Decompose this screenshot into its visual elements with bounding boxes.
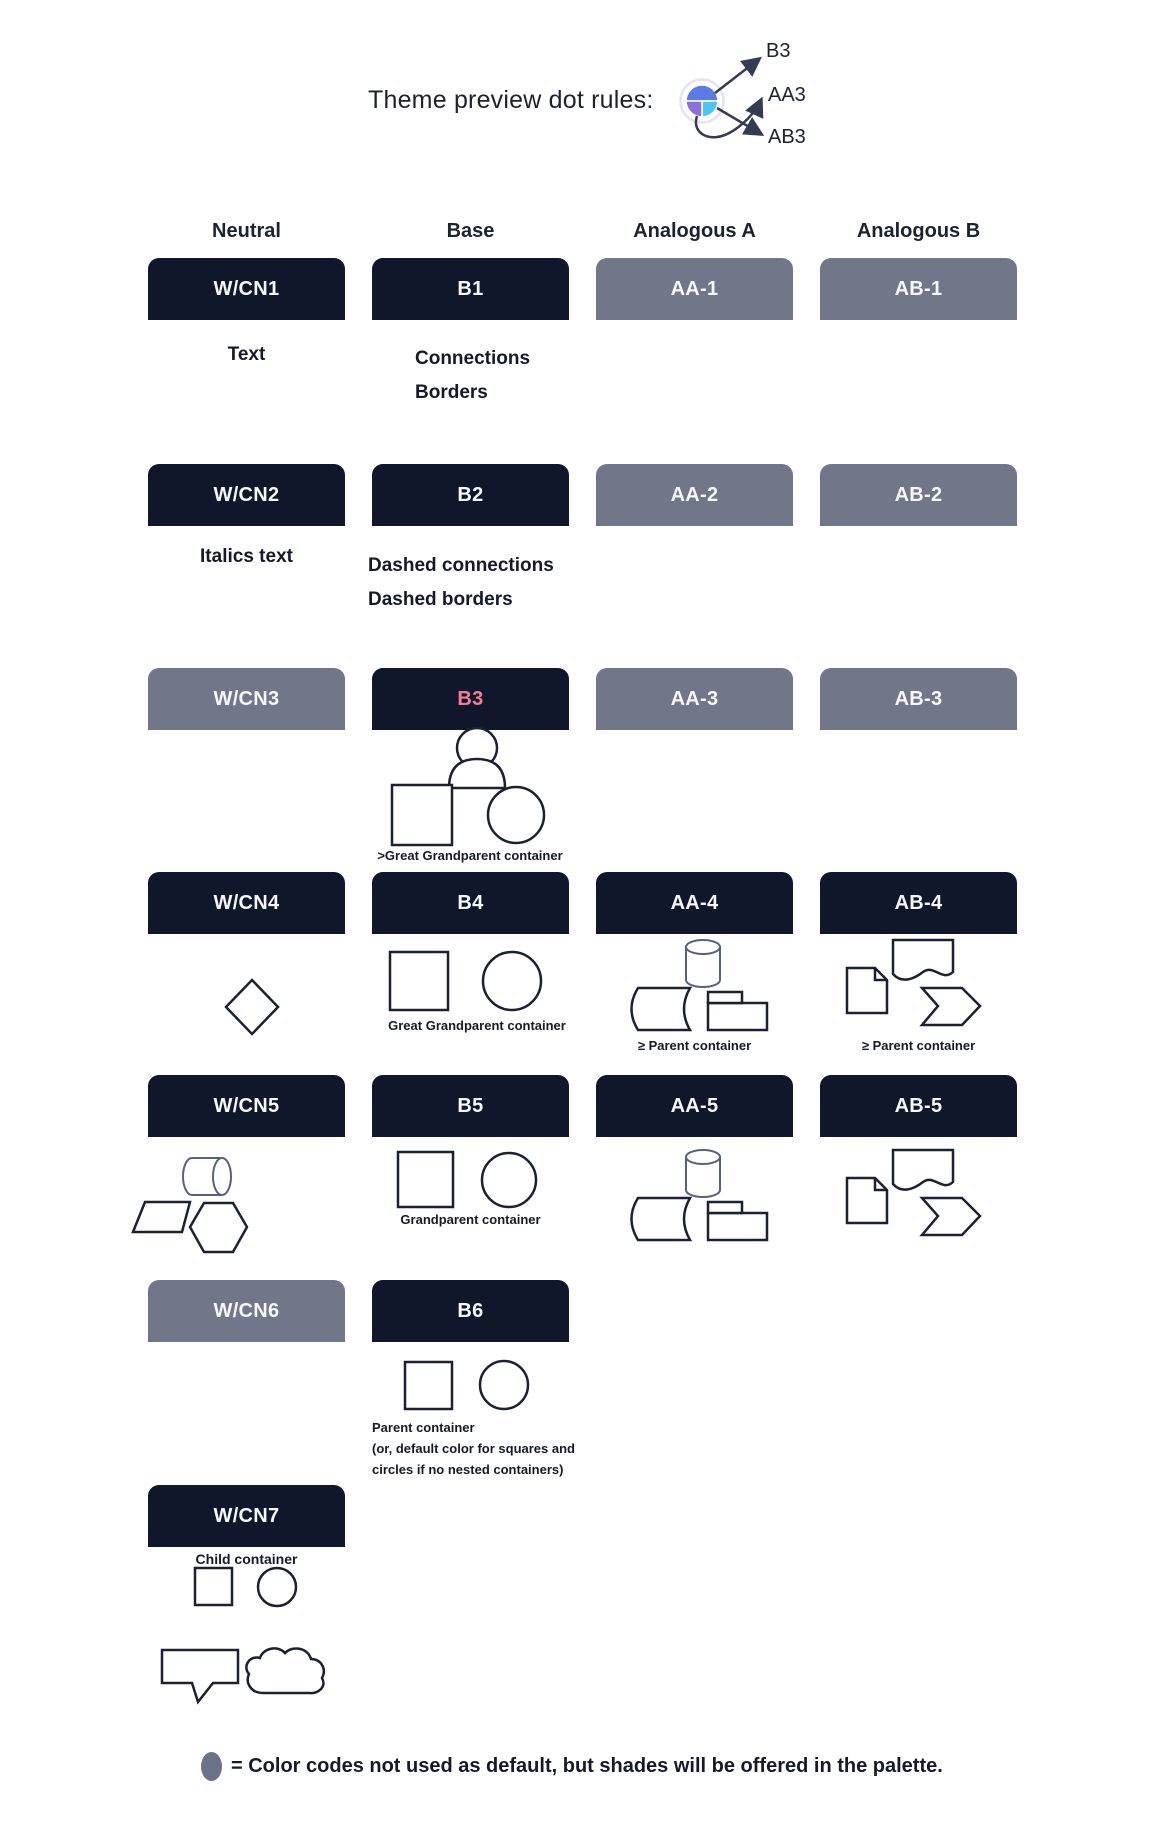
chevron-icon: [922, 1198, 980, 1235]
swatch-ab4: [820, 872, 1017, 934]
swatch-label: W/CN3: [213, 687, 280, 710]
circle-icon: [258, 1568, 296, 1606]
swatch-wcn4: [148, 872, 345, 934]
cloud-icon: [246, 1648, 323, 1693]
cylinder-icon: [686, 1150, 720, 1164]
legend-text: = Color codes not used as default, but shades will be offered in the palette.: [231, 1755, 943, 1777]
horizontal-cylinder-icon: [213, 1158, 231, 1195]
dot-label-aa3: AA3: [768, 84, 806, 106]
swatch-label: W/CN6: [213, 1299, 280, 1322]
diamond-icon: [226, 980, 278, 1034]
folder-icon: [708, 1003, 767, 1030]
swatch-label: B4: [457, 891, 484, 914]
document-icon: [847, 968, 887, 1013]
swatch-b2: [372, 464, 569, 526]
caption-connections-borders: [415, 342, 530, 410]
square-icon: [390, 952, 448, 1010]
stored-data-icon: [632, 1198, 691, 1240]
circle-icon: [480, 1361, 528, 1409]
document-icon: [847, 1178, 887, 1223]
caption-line: Connections: [415, 348, 531, 369]
page-title: Theme preview dot rules:: [368, 86, 654, 114]
swatch-label: B3: [457, 687, 484, 710]
torn-paper-icon: [893, 1150, 953, 1190]
folder-icon: [708, 1202, 742, 1213]
caption-line: Dashed connections: [368, 555, 554, 576]
folder-icon: [708, 992, 742, 1003]
swatch-ab3: [820, 668, 1017, 730]
b6-shapes: [395, 1352, 545, 1417]
swatch-label: AA-5: [670, 1094, 719, 1117]
swatch-label: B1: [457, 277, 484, 300]
arrow-to-b3: [715, 59, 759, 93]
swatch-label: W/CN4: [213, 891, 280, 914]
swatch-b5: [372, 1075, 569, 1137]
swatch-ab2: [820, 464, 1017, 526]
circle-icon: [482, 1153, 536, 1207]
chevron-icon: [922, 988, 980, 1025]
dot-label-b3: B3: [766, 40, 791, 62]
torn-paper-icon: [893, 940, 953, 980]
swatch-wcn3: [148, 668, 345, 730]
swatch-label: W/CN5: [213, 1094, 280, 1117]
speech-bubble-icon: [162, 1650, 238, 1702]
swatch-label: AB-5: [894, 1094, 943, 1117]
circle-icon: [483, 952, 541, 1010]
aa4-shapes: [618, 925, 783, 1037]
ab4-shapes: [838, 932, 988, 1032]
caption-great-grandparent-b4: Great Grandparent container: [388, 1018, 566, 1033]
swatch-label: B2: [457, 483, 484, 506]
swatch-label: AA-2: [670, 483, 719, 506]
swatch-wcn1: [148, 258, 345, 320]
swatch-wcn2: [148, 464, 345, 526]
swatch-aa3: [596, 668, 793, 730]
swatch-ab5: [820, 1075, 1017, 1137]
b4-shapes: [378, 942, 578, 1020]
swatch-label: AA-3: [670, 687, 719, 710]
column-header-neutral: Neutral: [212, 220, 281, 242]
swatch-label: W/CN7: [213, 1504, 280, 1527]
wcn7-shapes: [150, 1560, 350, 1710]
caption-line: Parent container: [372, 1420, 475, 1435]
swatch-aa5: [596, 1075, 793, 1137]
swatch-ab1: [820, 258, 1017, 320]
caption-italics-text: Italics text: [200, 546, 293, 567]
swatch-label: W/CN2: [213, 483, 280, 506]
caption-parent-aa4: ≥ Parent container: [637, 1038, 752, 1053]
column-header-analogous-b: Analogous B: [856, 220, 981, 242]
swatch-label: AA-4: [670, 891, 719, 914]
swatch-b4: [372, 872, 569, 934]
caption-parent-ab4: ≥ Parent container: [861, 1038, 976, 1053]
swatch-b3: [372, 668, 569, 730]
circle-icon: [488, 787, 544, 843]
swatch-aa2: [596, 464, 793, 526]
wcn5-shapes: [125, 1148, 260, 1258]
swatch-wcn6: [148, 1280, 345, 1342]
caption-parent-b6: [372, 1417, 575, 1480]
caption-line: circles if no nested containers): [372, 1462, 564, 1477]
swatch-aa1: [596, 258, 793, 320]
hexagon-icon: [190, 1203, 247, 1252]
swatch-label: W/CN1: [213, 277, 280, 300]
swatch-label: AB-4: [894, 891, 943, 914]
swatch-label: AB-1: [894, 277, 943, 300]
folder-icon: [708, 1213, 767, 1240]
b3-shapes: [377, 722, 577, 848]
cylinder-icon: [686, 940, 720, 954]
wcn4-shapes: [222, 976, 282, 1038]
ab5-shapes: [838, 1142, 988, 1242]
caption-great-grandparent-b3: >Great Grandparent container: [377, 848, 563, 863]
swatch-label: AA-1: [670, 277, 719, 300]
swatch-b1: [372, 258, 569, 320]
b5-shapes: [388, 1145, 558, 1215]
parallelogram-icon: [133, 1202, 190, 1232]
caption-line: (or, default color for squares and: [372, 1441, 575, 1456]
caption-child-wcn7: Child container: [195, 1551, 298, 1567]
dot-label-ab3: AB3: [768, 126, 806, 148]
column-header-base: Base: [446, 220, 495, 242]
caption-text: Text: [227, 344, 266, 365]
swatch-label: AB-2: [894, 483, 943, 506]
square-icon: [398, 1152, 453, 1207]
caption-line: Dashed borders: [368, 589, 513, 610]
caption-line: Borders: [415, 382, 488, 403]
stored-data-icon: [632, 988, 691, 1030]
caption-dashed: [368, 549, 554, 617]
swatch-label: B6: [457, 1299, 484, 1322]
caption-grandparent-b5: Grandparent container: [400, 1212, 541, 1227]
column-header-analogous-a: Analogous A: [633, 220, 756, 242]
square-icon: [195, 1568, 232, 1605]
square-icon: [392, 785, 452, 845]
swatch-label: B5: [457, 1094, 484, 1117]
person-icon: [449, 759, 505, 788]
swatch-wcn7: [148, 1485, 345, 1547]
legend-dot: [201, 1752, 222, 1781]
swatch-label: AB-3: [894, 687, 943, 710]
swatch-wcn5: [148, 1075, 345, 1137]
square-icon: [405, 1362, 452, 1409]
swatch-b6: [372, 1280, 569, 1342]
aa5-shapes: [618, 1135, 783, 1247]
